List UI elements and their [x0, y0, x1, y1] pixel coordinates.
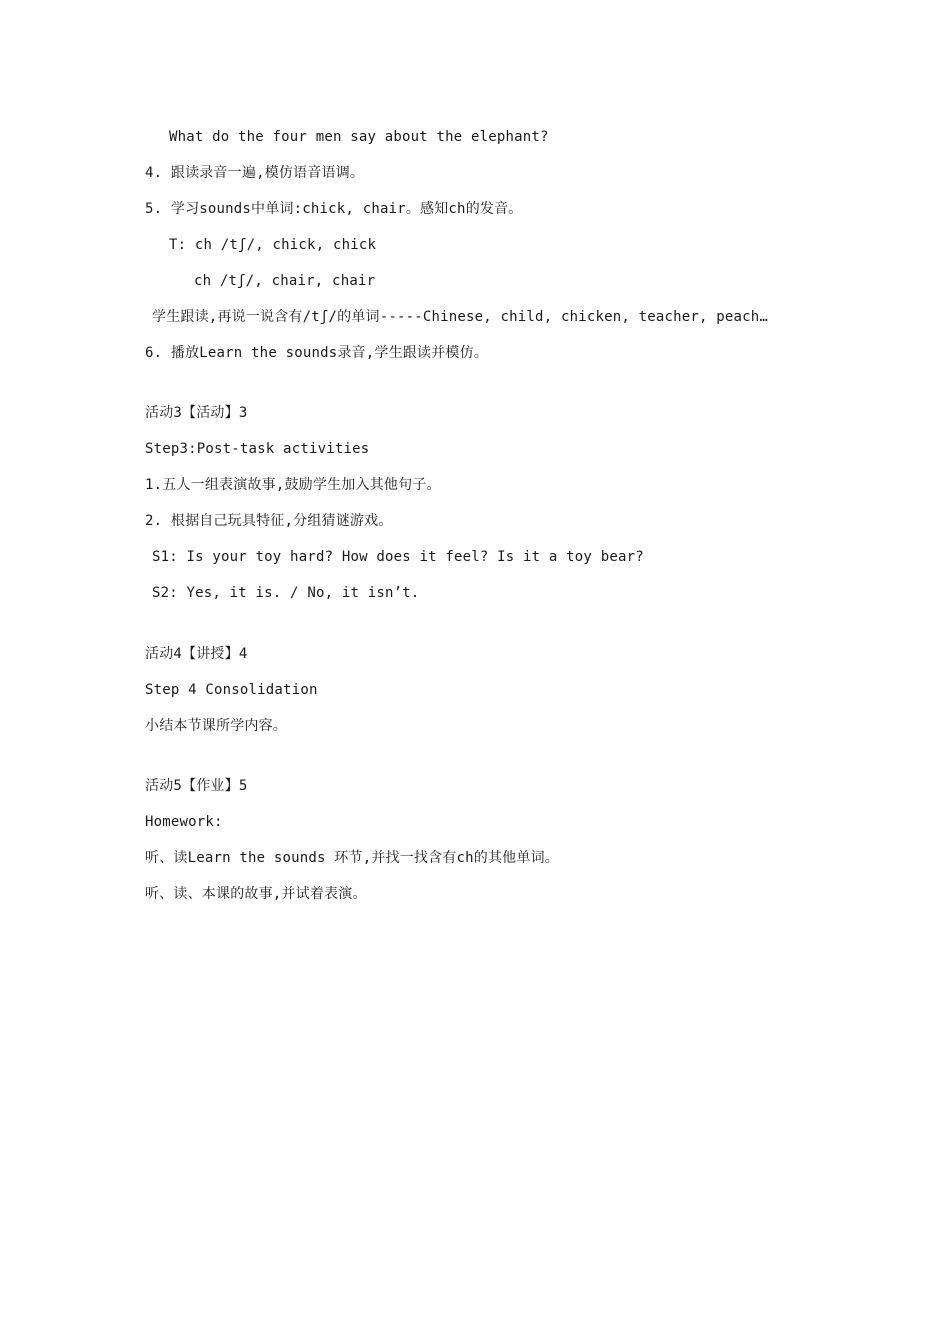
- activity-4-heading: 活动4【讲授】4: [145, 646, 248, 662]
- step4-summary: 小结本节课所学内容。: [145, 718, 287, 734]
- step3-item-2: 2. 根据自己玩具特征,分组猜谜游戏。: [145, 513, 393, 529]
- teacher-line-1: T: ch /tʃ/, chick, chick: [169, 237, 377, 253]
- student-practice-line: 学生跟读,再说一说含有/tʃ/的单词-----Chinese, child, chicken, teacher, peach…: [152, 309, 769, 325]
- homework-item-1: 听、读Learn the sounds 环节,并找一找含有ch的其他单词。: [145, 850, 559, 866]
- dialogue-s2: S2: Yes, it is. / No, it isn’t.: [152, 585, 420, 601]
- step-item-6: 6. 播放Learn the sounds录音,学生跟读并模仿。: [145, 345, 488, 361]
- activity-3-heading: 活动3【活动】3: [145, 405, 248, 421]
- teacher-line-2: ch /tʃ/, chair, chair: [194, 273, 376, 289]
- step-item-5: 5. 学习sounds中单词:chick, chair。感知ch的发音。: [145, 201, 523, 217]
- step4-title: Step 4 Consolidation: [145, 682, 318, 698]
- dialogue-s1: S1: Is your toy hard? How does it feel? Is it a toy bear?: [152, 549, 644, 565]
- homework-item-2: 听、读、本课的故事,并试着表演。: [145, 886, 367, 902]
- step-item-4: 4. 跟读录音一遍,模仿语音语调。: [145, 165, 365, 181]
- step3-title: Step3:Post-task activities: [145, 441, 370, 457]
- step3-item-1: 1.五人一组表演故事,鼓励学生加入其他句子。: [145, 477, 441, 493]
- question-line: What do the four men say about the elephant?: [169, 129, 549, 145]
- homework-label: Homework:: [145, 814, 223, 830]
- activity-5-heading: 活动5【作业】5: [145, 778, 248, 794]
